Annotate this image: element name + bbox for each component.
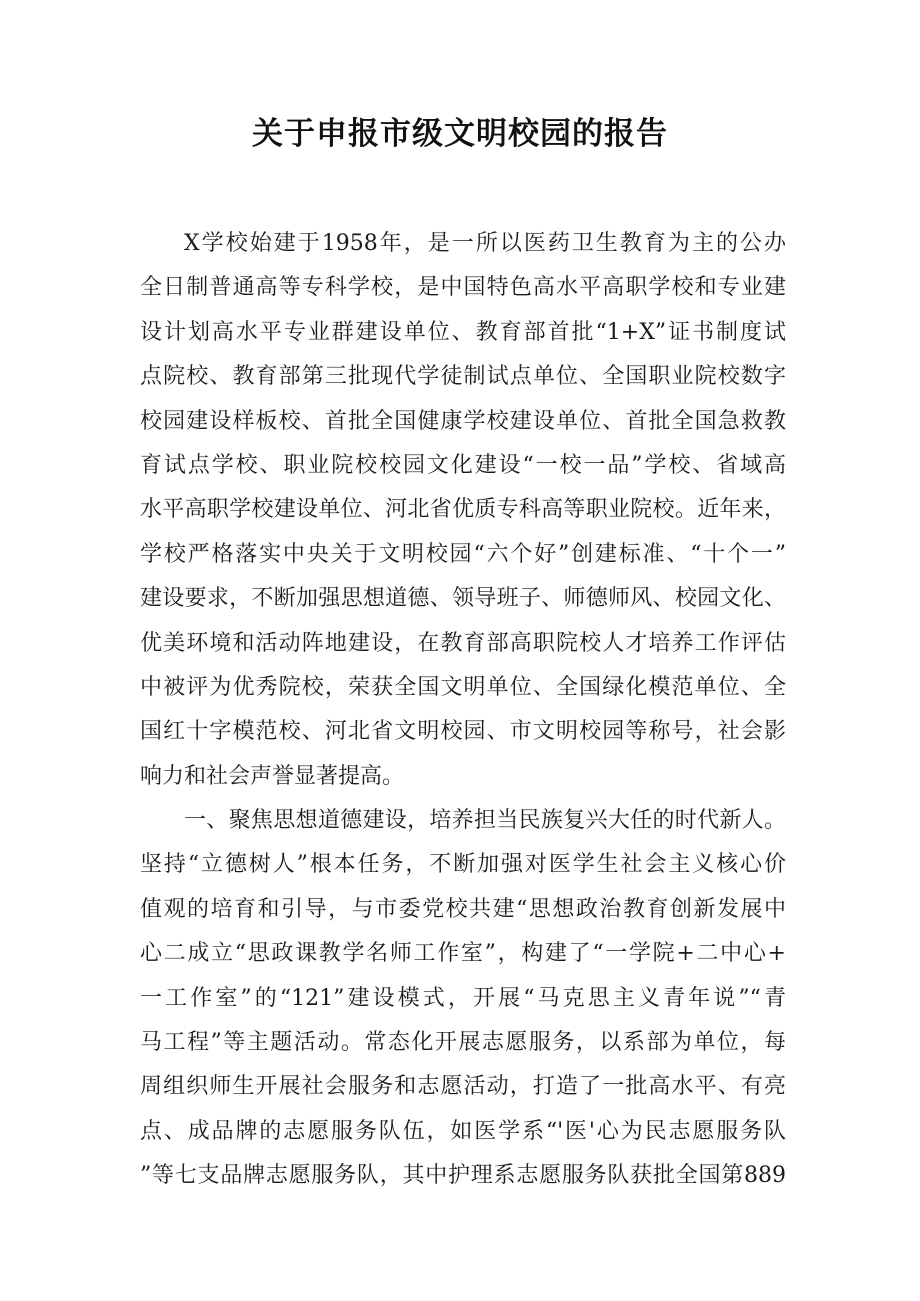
document-title: 关于申报市级文明校园的报告	[252, 116, 668, 152]
paragraph-line: 坚持“立德树人”根本任务，不断加强对医学生社会主义核心价	[140, 852, 786, 878]
paragraph-line: 水平高职学校建设单位、河北省优质专科高等职业院校。近年来，	[140, 497, 786, 523]
paragraph-line: 建设要求，不断加强思想道德、领导班子、师德师风、校园文化、	[140, 586, 786, 612]
paragraph-line: 中被评为优秀院校，荣获全国文明单位、全国绿化模范单位、全	[140, 674, 786, 700]
paragraph-line: 一工作室”的“121”建设模式，开展“马克思主义青年说”“青	[140, 985, 786, 1011]
paragraph-intro	[140, 222, 786, 799]
paragraph-line: 马工程”等主题活动。常态化开展志愿服务，以系部为单位，每	[140, 1030, 786, 1056]
paragraph-line: 优美环境和活动阵地建设，在教育部高职院校人才培养工作评估	[140, 630, 786, 656]
paragraph-line: 心二成立“思政课教学名师工作室”，构建了“一学院+二中心+	[140, 941, 786, 967]
paragraph-line: 点院校、教育部第三批现代学徒制试点单位、全国职业院校数字	[140, 364, 786, 390]
paragraph-line: 国红十字模范校、河北省文明校园、市文明校园等称号，社会影	[140, 719, 786, 745]
paragraph-line: 育试点学校、职业院校校园文化建设“一校一品”学校、省域高	[140, 452, 786, 478]
paragraph-line: X学校始建于1958年，是一所以医药卫生教育为主的公办	[184, 231, 786, 256]
paragraph-line: 全日制普通高等专科学校，是中国特色高水平高职学校和专业建	[140, 275, 786, 301]
paragraph-line: 一、聚焦思想道德建设，培养担当民族复兴大任的时代新人。	[184, 808, 786, 834]
paragraph-line: 校园建设样板校、首批全国健康学校建设单位、首批全国急救教	[140, 408, 786, 434]
paragraph-line: 周组织师生开展社会服务和志愿活动，打造了一批高水平、有亮	[140, 1074, 786, 1100]
paragraph-line: 学校严格落实中央关于文明校园“六个好”创建标准、“十个一”	[140, 541, 786, 567]
paragraph-line: 响力和社会声誉显著提高。	[140, 763, 405, 789]
paragraph-line: ”等七支品牌志愿服务队，其中护理系志愿服务队获批全国第889	[140, 1163, 786, 1189]
paragraph-line: 设计划高水平专业群建设单位、教育部首批“1+X”证书制度试	[140, 319, 786, 345]
paragraph-section-one	[140, 799, 786, 1199]
document-body	[140, 222, 786, 1199]
paragraph-line: 值观的培育和引导，与市委党校共建“思想政治教育创新发展中	[140, 896, 786, 922]
paragraph-line: 点、成品牌的志愿服务队伍，如医学系“'医'心为民志愿服务队	[140, 1118, 786, 1144]
